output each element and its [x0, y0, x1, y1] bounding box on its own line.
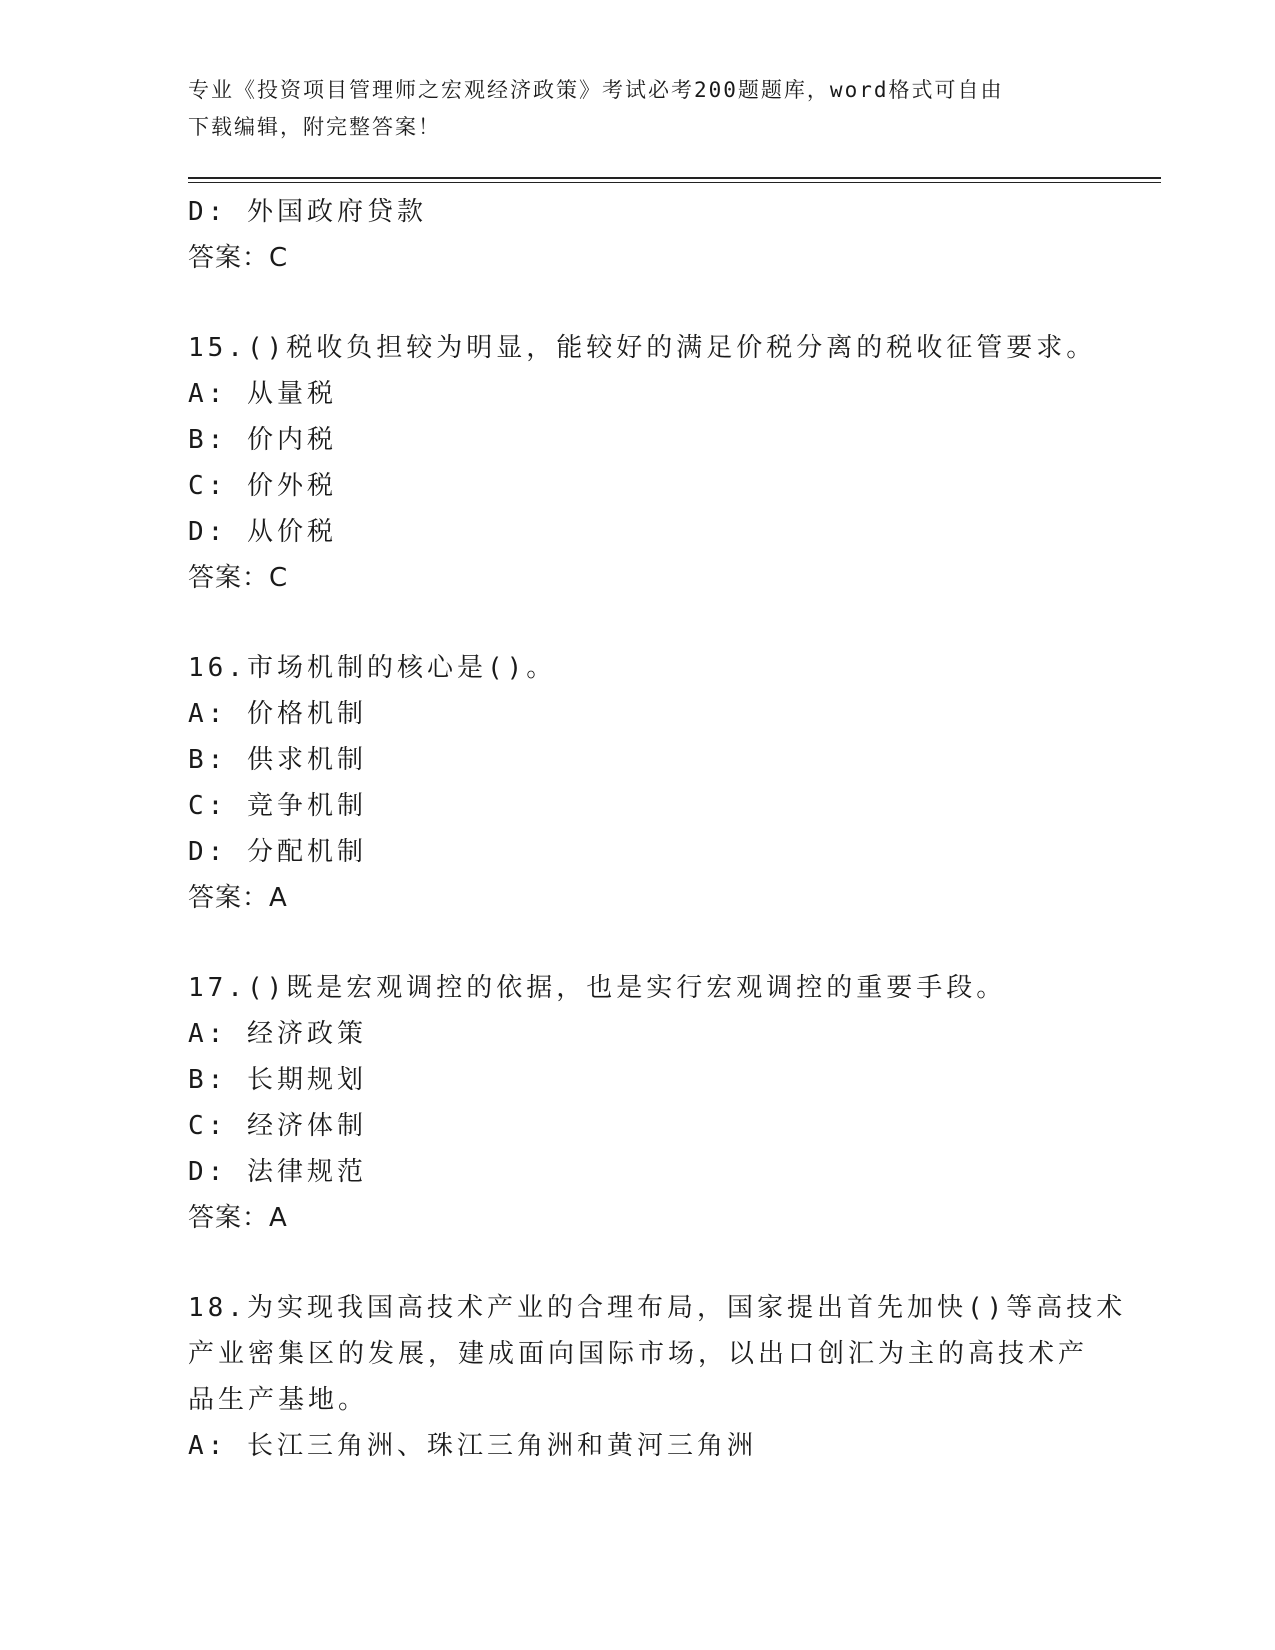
option-d: D: 分配机制	[188, 837, 367, 867]
document-header	[188, 72, 1088, 146]
answer-line: 答案：A	[188, 883, 288, 913]
option-b: B: 长期规划	[188, 1065, 367, 1095]
question-stem-line-2: 产业密集区的发展，建成面向国际市场，以出口创汇为主的高技术产	[188, 1339, 1089, 1369]
option-b: B: 供求机制	[188, 745, 367, 775]
option-d: D: 从价税	[188, 517, 337, 547]
question-16	[188, 645, 1088, 921]
answer-line: 答案：A	[188, 1203, 288, 1233]
question-stem-line-1: 18.为实现我国高技术产业的合理布局，国家提出首先加快()等高技术	[188, 1293, 1127, 1323]
option-c: C: 竞争机制	[188, 791, 367, 821]
question-18	[188, 1285, 1127, 1469]
question-stem: 16.市场机制的核心是()。	[188, 653, 557, 683]
header-line-1: 专业《投资项目管理师之宏观经济政策》考试必考200题题库，word格式可自由	[188, 78, 1004, 102]
previous-question-tail	[188, 189, 1088, 281]
option-a: A: 经济政策	[188, 1019, 367, 1049]
option-a: A: 价格机制	[188, 699, 367, 729]
header-divider-thick	[188, 177, 1161, 179]
option-d: D: 法律规范	[188, 1157, 367, 1187]
question-stem: 15.()税收负担较为明显，能较好的满足价税分离的税收征管要求。	[188, 333, 1097, 363]
question-17	[188, 965, 1088, 1241]
answer-line: 答案：C	[188, 243, 289, 273]
question-stem: 17.()既是宏观调控的依据，也是实行宏观调控的重要手段。	[188, 973, 1007, 1003]
question-stem-line-3: 品生产基地。	[188, 1385, 369, 1415]
option-d: D: 外国政府贷款	[188, 197, 427, 227]
option-c: C: 经济体制	[188, 1111, 367, 1141]
question-content	[188, 189, 1127, 1469]
header-divider-thin	[188, 182, 1161, 183]
option-a: A: 从量税	[188, 379, 337, 409]
question-15	[188, 325, 1097, 601]
answer-line: 答案：C	[188, 563, 289, 593]
option-b: B: 价内税	[188, 425, 337, 455]
header-line-2: 下载编辑，附完整答案！	[188, 115, 441, 139]
option-a: A: 长江三角洲、珠江三角洲和黄河三角洲	[188, 1431, 757, 1461]
option-c: C: 价外税	[188, 471, 337, 501]
